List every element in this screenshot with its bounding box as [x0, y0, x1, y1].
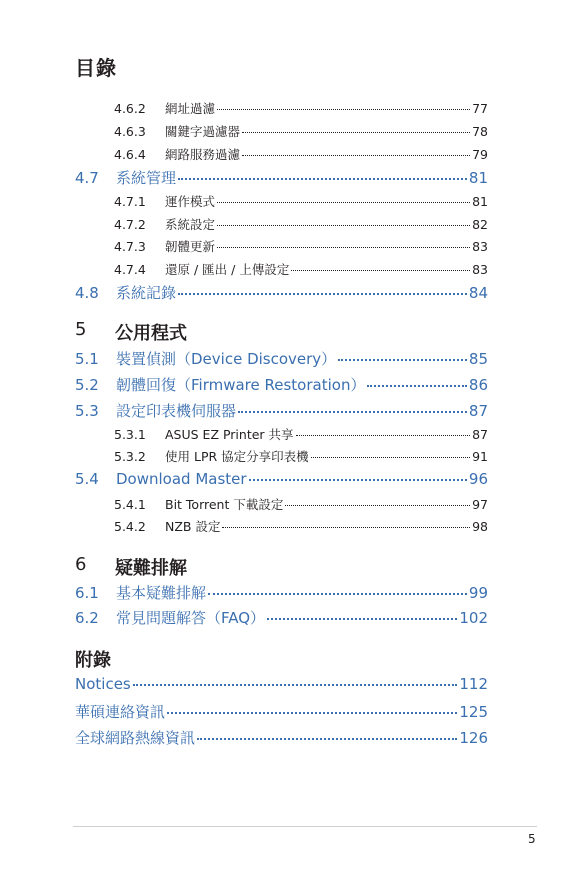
toc-entry-title: NZB 設定 [165, 519, 221, 534]
toc-entry[interactable] [75, 400, 488, 421]
toc-entry[interactable] [75, 470, 488, 488]
toc-entry[interactable] [114, 495, 488, 513]
dot-leader [133, 684, 458, 686]
dot-leader [285, 505, 470, 506]
toc-entry[interactable] [75, 167, 488, 188]
toc-entry-title: ASUS EZ Printer 共享 [165, 427, 294, 442]
section-title: 公用程式 [115, 323, 187, 344]
dot-leader [338, 359, 467, 361]
toc-entry-title: 韌體回復（Firmware Restoration） [116, 376, 366, 394]
dot-leader [217, 247, 470, 248]
page-number: 5 [528, 832, 536, 846]
toc-entry-title: 全球網路熱線資訊 [75, 729, 196, 747]
toc-entry-number: 4.7 [75, 169, 99, 187]
toc-entry-page: 98 [472, 519, 488, 534]
dot-leader [242, 132, 470, 133]
toc-entry[interactable] [75, 727, 488, 748]
toc-entry-number: 4.8 [75, 284, 99, 302]
toc-entry-title: 華碩連絡資訊 [75, 703, 166, 721]
toc-entry-page: 78 [472, 124, 488, 139]
toc-entry-title: 裝置偵測（Device Discovery） [116, 350, 337, 368]
toc-entry[interactable] [114, 122, 488, 140]
toc-entry-page: 97 [472, 497, 488, 512]
toc-entry-page: 86 [468, 376, 488, 394]
toc-entry-page: 84 [468, 284, 488, 302]
toc-entry[interactable] [75, 348, 488, 369]
page-title: 目錄 [75, 56, 117, 80]
toc-entry-title: Bit Torrent 下載設定 [165, 497, 284, 512]
toc-entry-page: 82 [472, 217, 488, 232]
toc-entry-title: 系統記錄 [116, 284, 177, 302]
toc-entry-number: 4.7.3 [114, 239, 146, 254]
toc-entry-page: 126 [459, 729, 488, 747]
dot-leader [291, 270, 470, 271]
appendix-heading: 附錄 [75, 650, 111, 671]
dot-leader [178, 293, 467, 295]
toc-entry-title: 還原 / 匯出 / 上傳設定 [165, 262, 290, 277]
toc-entry[interactable] [114, 447, 488, 465]
toc-entry-number: 6.2 [75, 609, 99, 627]
toc-entry-title: 系統設定 [165, 217, 216, 232]
toc-entry-number: 5.3 [75, 402, 99, 420]
section-title: 疑難排解 [115, 558, 187, 579]
toc-entry[interactable] [114, 192, 488, 210]
dot-leader [296, 435, 471, 436]
dot-leader [367, 385, 466, 387]
dot-leader [167, 712, 457, 714]
dot-leader [217, 225, 470, 226]
dot-leader [238, 411, 467, 413]
dot-leader [217, 202, 470, 203]
section-number: 5 [75, 319, 87, 340]
toc-entry[interactable] [114, 237, 488, 255]
toc-entry-page: 112 [459, 675, 488, 693]
toc-entry[interactable] [75, 374, 488, 395]
toc-entry-title: 運作模式 [165, 194, 216, 209]
toc-entry-number: 5.4 [75, 470, 99, 488]
toc-entry-title: 網路服務過濾 [165, 147, 241, 162]
toc-entry-number: 5.3.2 [114, 449, 146, 464]
toc-entry-title: 韌體更新 [165, 239, 216, 254]
toc-entry-number: 4.6.2 [114, 101, 146, 116]
toc-entry-page: 96 [468, 470, 488, 488]
toc-entry-page: 125 [459, 703, 488, 721]
toc-entry[interactable] [114, 99, 488, 117]
dot-leader [311, 457, 470, 458]
toc-entry-number: 6.1 [75, 584, 99, 602]
toc-entry-number: 5.2 [75, 376, 99, 394]
toc-entry[interactable] [114, 425, 488, 443]
dot-leader [242, 155, 470, 156]
toc-entry-title: Download Master [116, 470, 247, 488]
toc-entry-title: 使用 LPR 協定分享印表機 [165, 449, 309, 464]
toc-entry[interactable] [75, 282, 488, 303]
toc-entry-page: 81 [472, 194, 488, 209]
section-number: 6 [75, 554, 87, 575]
toc-entry-number: 4.7.4 [114, 262, 146, 277]
toc-entry-number: 5.4.2 [114, 519, 146, 534]
footer-divider [73, 826, 537, 827]
toc-entry[interactable] [75, 701, 488, 722]
toc-entry-number: 5.1 [75, 350, 99, 368]
toc-entry-page: 91 [472, 449, 488, 464]
toc-entry-page: 81 [468, 169, 488, 187]
section-heading [75, 319, 187, 345]
toc-entry-page: 102 [459, 609, 488, 627]
toc-entry-title: 基本疑難排解 [116, 584, 207, 602]
toc-entry-page: 99 [468, 584, 488, 602]
toc-entry-title: 設定印表機伺服器 [116, 402, 237, 420]
dot-leader [267, 618, 457, 620]
toc-entry-page: 83 [472, 262, 488, 277]
dot-leader [217, 109, 470, 110]
toc-entry-page: 85 [468, 350, 488, 368]
toc-entry-number: 4.7.1 [114, 194, 146, 209]
toc-entry-title: 常見問題解答（FAQ） [116, 609, 266, 627]
toc-entry[interactable] [75, 675, 488, 693]
toc-entry-number: 4.6.3 [114, 124, 146, 139]
toc-entry-title: 網址過濾 [165, 101, 216, 116]
dot-leader [249, 479, 467, 481]
toc-entry-page: 83 [472, 239, 488, 254]
dot-leader [208, 593, 467, 595]
toc-entry-page: 87 [472, 427, 488, 442]
toc-entry-number: 4.7.2 [114, 217, 146, 232]
dot-leader [197, 738, 457, 740]
section-heading [75, 554, 187, 580]
toc-entry-page: 77 [472, 101, 488, 116]
dot-leader [178, 178, 467, 180]
toc-entry[interactable] [75, 607, 488, 628]
dot-leader [222, 527, 470, 528]
toc-entry[interactable] [114, 145, 488, 163]
toc-entry-number: 4.6.4 [114, 147, 146, 162]
toc-entry-page: 87 [468, 402, 488, 420]
toc-entry-title: Notices [75, 675, 131, 693]
toc-entry-number: 5.3.1 [114, 427, 146, 442]
toc-entry[interactable] [75, 582, 488, 603]
toc-entry[interactable] [114, 215, 488, 233]
toc-entry-number: 5.4.1 [114, 497, 146, 512]
toc-entry[interactable] [114, 260, 488, 278]
toc-entry-page: 79 [472, 147, 488, 162]
toc-entry[interactable] [114, 517, 488, 535]
toc-entry-title: 關鍵字過濾器 [165, 124, 241, 139]
toc-entry-title: 系統管理 [116, 169, 177, 187]
